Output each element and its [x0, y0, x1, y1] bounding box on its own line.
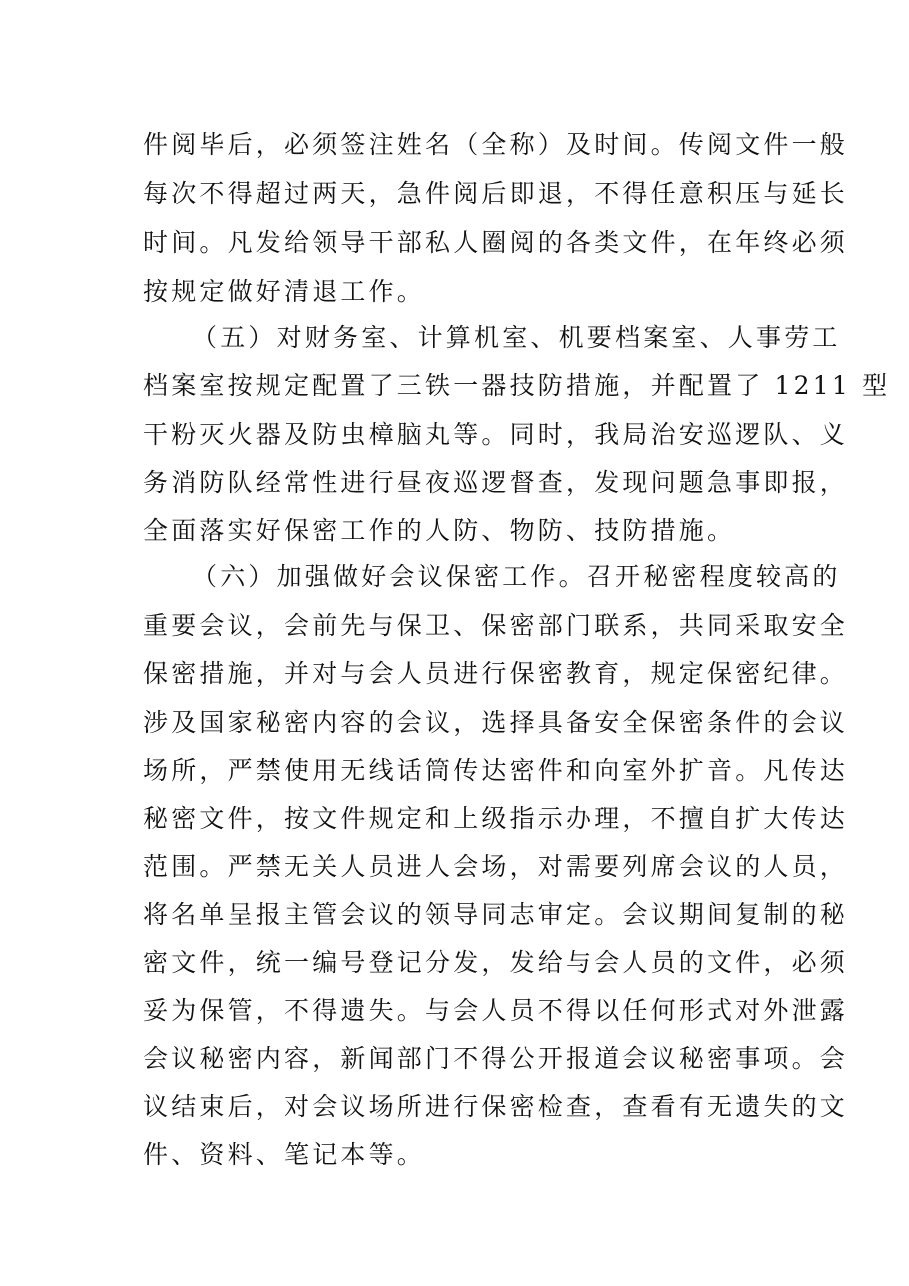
paragraph-2-line-2: 档案室按规定配置了三铁一器技防措施，并配置了 1211 型 [143, 371, 891, 400]
paragraph-3-line-6: 秘密文件，按文件规定和上级指示办理，不擅自扩大传达 [143, 804, 849, 833]
paragraph-3-line-5: 场所，严禁使用无线话筒传达密件和向室外扩音。凡传达 [143, 756, 849, 785]
paragraph-3-line-1: （六）加强做好会议保密工作。召开秘密程度较高的 [192, 562, 841, 591]
paragraph-3-line-4: 涉及国家秘密内容的会议，选择具备安全保密条件的会议 [143, 708, 849, 737]
paragraph-3-line-11: 会议秘密内容，新闻部门不得公开报道会议秘密事项。会 [143, 1044, 849, 1073]
paragraph-1-line-4: 按规定做好清退工作。 [143, 277, 426, 306]
paragraph-2-line-4: 务消防队经常性进行昼夜巡逻督查，发现问题急事即报， [143, 468, 849, 497]
paragraph-1-line-1: 件阅毕后，必须签注姓名（全称）及时间。传阅文件一般 [143, 130, 849, 159]
paragraph-3-line-7: 范围。严禁无关人员进人会场，对需要列席会议的人员， [143, 852, 849, 881]
paragraph-1-line-3: 时间。凡发给领导干部私人圈阅的各类文件，在年终必须 [143, 228, 849, 257]
paragraph-2-line-1: （五）对财务室、计算机室、机要档案室、人事劳工 [192, 323, 841, 352]
paragraph-2-line-5: 全面落实好保密工作的人防、物防、技防措施。 [143, 516, 736, 545]
paragraph-1-line-2: 每次不得超过两天，急件阅后即退，不得任意积压与延长 [143, 179, 849, 208]
paragraph-3-line-9: 密文件，统一编号登记分发，发给与会人员的文件，必须 [143, 948, 849, 977]
paragraph-3-line-3: 保密措施，并对与会人员进行保密教育，规定保密纪律。 [143, 659, 849, 688]
paragraph-3-line-8: 将名单呈报主管会议的领导同志审定。会议期间复制的秘 [143, 900, 849, 929]
paragraph-3-line-12: 议结束后，对会议场所进行保密检查，查看有无遗失的文 [143, 1092, 849, 1121]
paragraph-2-line-3: 干粉灭火器及防虫樟脑丸等。同时，我局治安巡逻队、义 [143, 420, 849, 449]
paragraph-3-line-10: 妥为保管，不得遗失。与会人员不得以任何形式对外泄露 [143, 996, 849, 1025]
paragraph-3-line-13: 件、资料、笔记本等。 [143, 1140, 426, 1169]
paragraph-3-line-2: 重要会议，会前先与保卫、保密部门联系，共同采取安全 [143, 611, 849, 640]
